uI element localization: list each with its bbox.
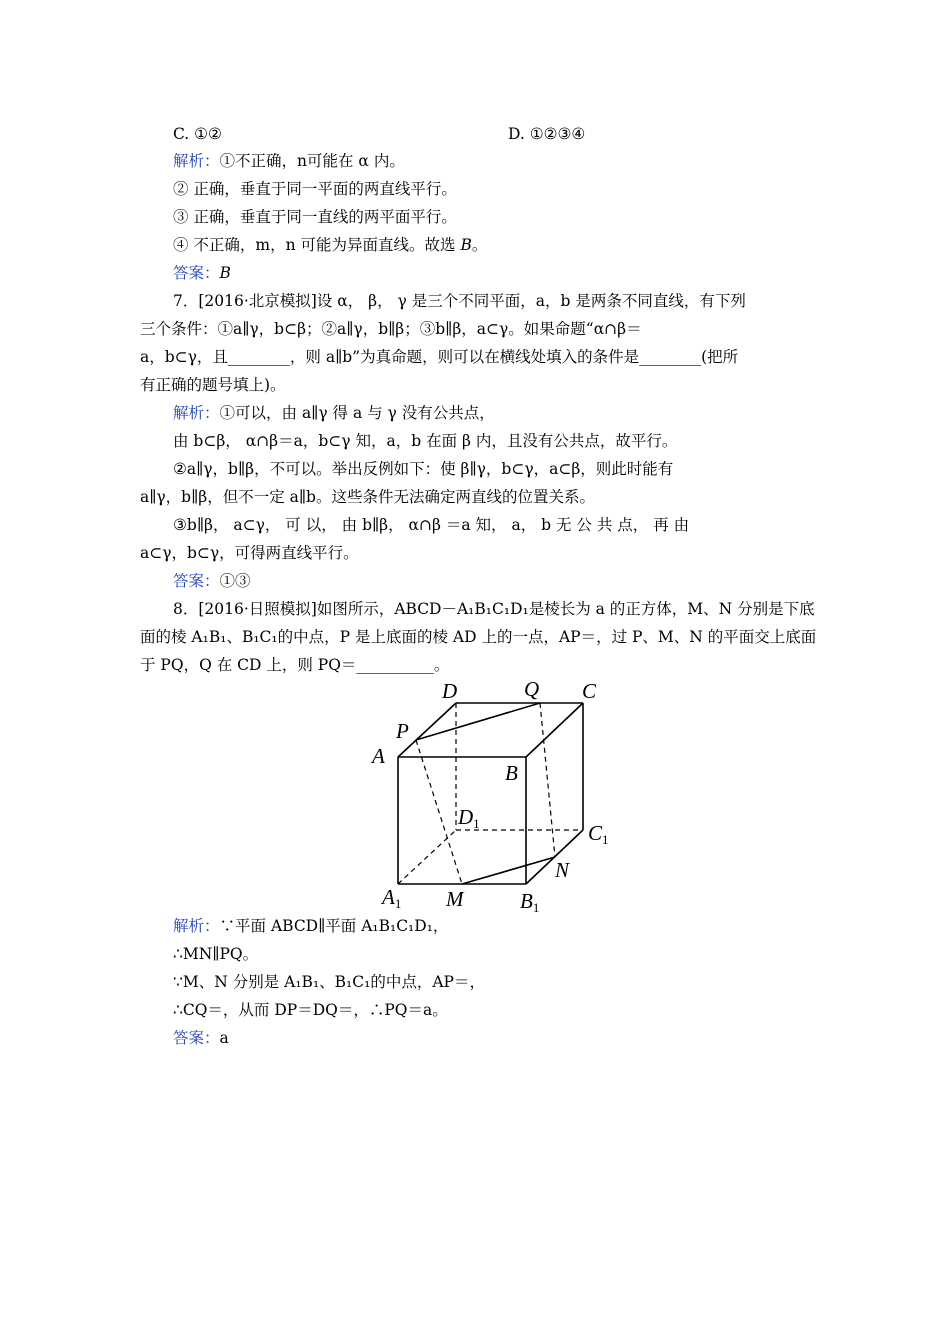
solution-label: 解析：: [173, 917, 220, 935]
q7-solution-line-3: ②a∥γ，b∥β，不可以。举出反例如下：使 β∥γ，b⊂γ，a⊂β，则此时能有: [173, 460, 674, 478]
label-p: P: [396, 719, 409, 743]
label-a: A: [372, 744, 385, 768]
q7-answer: [173, 571, 251, 591]
q6-choice: B: [460, 236, 472, 254]
q8-sol-text-1: ∵平面 ABCD∥平面 A₁B₁C₁D₁，: [219, 917, 449, 935]
q8-solution-line-2: ∴MN∥PQ。: [173, 945, 259, 963]
q7-solution-line-5: ③b∥β， a⊂γ， 可 以， 由 b∥β， α∩β ＝a 知， a， b 无 公 共 点， 再 由: [173, 516, 690, 534]
q7-solution-line-6: a⊂γ，b⊂γ，可得两直线平行。: [140, 544, 359, 562]
answer-label: 答案：: [173, 264, 220, 282]
q8-question-line-1: 8．[2016·日照模拟]如图所示，ABCD－A₁B₁C₁D₁是棱长为 a 的正方体，M、N 分别是下底: [173, 600, 815, 618]
label-c: C: [582, 679, 597, 703]
label-m: M: [446, 887, 464, 911]
q6-text-1: ①不正确，n可能在 α 内。: [219, 152, 405, 170]
label-q: Q: [524, 677, 540, 701]
q8-solution-line-3: ∵M、N 分别是 A₁B₁、B₁C₁的中点，AP＝，: [173, 973, 485, 991]
option-c: C. ①②: [173, 125, 222, 143]
q8-answer-value: a: [219, 1029, 229, 1047]
q7-solution-line-4: a∥γ，b∥β，但不一定 a∥b。这些条件无法确定两直线的位置关系。: [140, 488, 595, 506]
label-c1: C1: [588, 821, 609, 847]
cube-figure: [360, 676, 620, 916]
q6-answer-value: B: [219, 264, 231, 282]
segment-pq: [416, 703, 540, 740]
q8-solution-line-1: [173, 916, 448, 936]
q6-solution-line-2: ② 正确，垂直于同一平面的两直线平行。: [173, 180, 457, 198]
q6-solution-line-4: [173, 235, 487, 255]
q7-sol-text-1: ①可以，由 a∥γ 得 a 与 γ 没有公共点，: [219, 404, 495, 422]
solution-label: 解析：: [173, 404, 220, 422]
q6-period: 。: [471, 236, 488, 254]
q7-question-line-3: a，b⊂γ，且________，则 a∥b”为真命题，则可以在横线处填入的条件是________(把所: [140, 348, 739, 366]
q7-question-line-2: 三个条件：①a∥γ，b⊂β；②a∥γ，b∥β；③b∥β，a⊂γ。如果命题“α∩β＝: [140, 320, 642, 338]
edge-cb: [526, 703, 583, 757]
q6-solution-line-3: ③ 正确，垂直于同一直线的两平面平行。: [173, 208, 457, 226]
label-d1: D1: [458, 805, 480, 831]
label-b: B: [505, 761, 518, 785]
q7-solution-line-2: 由 b⊂β， α∩β＝a，b⊂γ 知，a，b 在面 β 内，且没有公共点，故平行。: [173, 432, 678, 450]
q7-solution-line-1: [173, 403, 495, 423]
q8-question-line-2: 面的棱 A₁B₁、B₁C₁的中点，P 是上底面的棱 AD 上的一点，AP＝，过 P、M、N 的平面交上底面: [140, 628, 817, 646]
q7-question-line-1: 7．[2016·北京模拟]设 α， β， γ 是三个不同平面，a，b 是两条不同直线，有下列: [173, 292, 746, 310]
solution-label: 解析：: [173, 152, 220, 170]
label-d: D: [442, 679, 458, 703]
q7-question-line-4: 有正确的题号填上)。: [140, 376, 286, 394]
q7-answer-value: ①③: [219, 572, 251, 590]
q8-answer: [173, 1028, 229, 1048]
answer-label: 答案：: [173, 572, 220, 590]
q8-question-line-3: 于 PQ，Q 在 CD 上，则 PQ＝__________。: [140, 656, 450, 674]
hidden-segment-pm: [416, 740, 462, 884]
q6-text-4: ④ 不正确，m，n 可能为异面直线。故选: [173, 236, 461, 254]
label-a1: A1: [382, 885, 402, 911]
q8-solution-line-4: ∴CQ＝，从而 DP＝DQ＝，∴PQ＝a。: [173, 1001, 448, 1019]
hidden-segment-qn: [540, 703, 555, 857]
label-n: N: [555, 858, 570, 882]
answer-label: 答案：: [173, 1029, 220, 1047]
q6-solution-line-1: [173, 151, 405, 171]
option-d: D. ①②③④: [508, 125, 586, 143]
q6-answer: [173, 263, 231, 283]
label-b1: B1: [520, 889, 540, 915]
